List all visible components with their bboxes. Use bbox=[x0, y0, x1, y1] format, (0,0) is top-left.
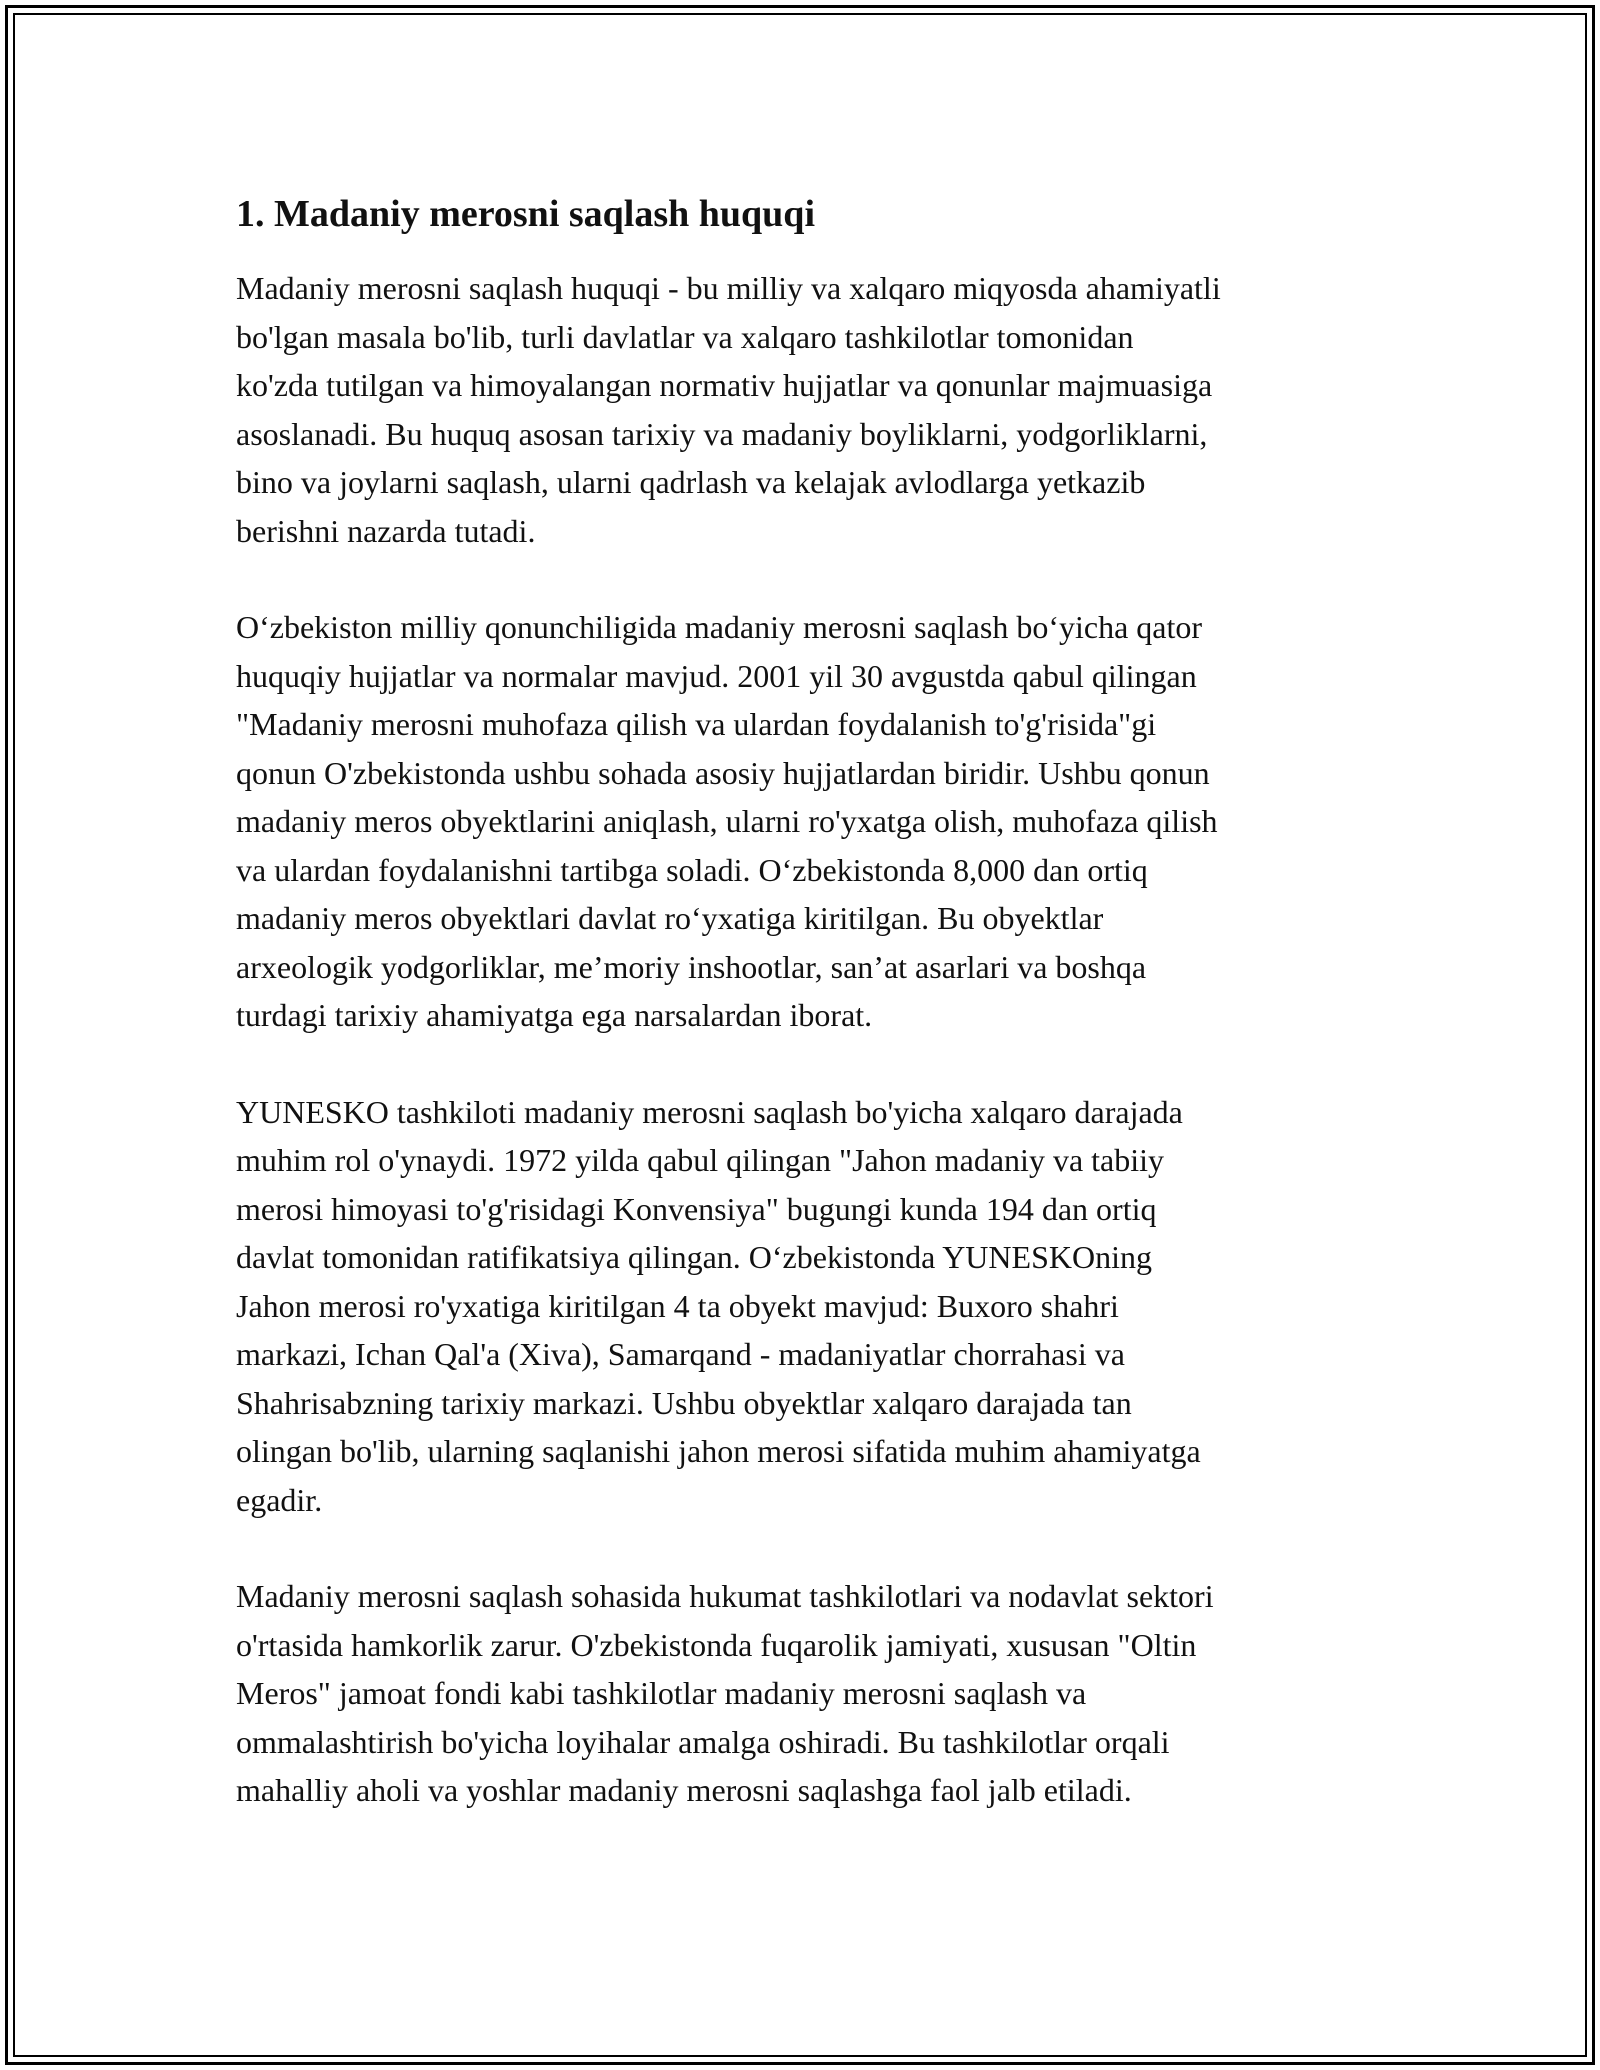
section-heading: 1. Madaniy merosni saqlash huquqi bbox=[236, 193, 815, 235]
paragraph-cooperation: Madaniy merosni saqlash sohasida hukumat tashkilotlari va nodavlat sektori o'rtasida hamkorlik zarur. O'zbekistonda fuqarolik jamiyati, xususan "Oltin Meros" jamoat fondi kabi tashkilotlar madaniy merosni saqlash va ommalashtirish bo'yicha loyihalar amalga oshiradi. Bu tashkilotlar orqali mahalliy aholi va yoshlar madaniy merosni saqlashga faol jalb etiladi. bbox=[236, 1578, 1214, 1808]
document-body bbox=[236, 186, 1386, 1863]
paragraph-unesco: YUNESKO tashkiloti madaniy merosni saqlash bo'yicha xalqaro darajada muhim rol o'ynaydi. 1972 yilda qabul qilingan "Jahon madaniy va tabiiy merosi himoyasi to'g'risidagi Konvensiya" bugungi kunda 194 dan ortiq davlat tomonidan ratifikatsiya qilingan. O‘zbekistonda YUNESKOning Jahon merosi ro'yxatiga kiritilgan 4 ta obyekt mavjud: Buxoro shahri markazi, Ichan Qal'a (Xiva), Samarqand - madaniyatlar chorrahasi va Shahrisabzning tarixiy markazi. Ushbu obyektlar xalqaro darajada tan olingan bo'lib, ularning saqlanishi jahon merosi sifatida muhim ahamiyatga egadir. bbox=[236, 1093, 1201, 1518]
paragraph-national-law: O‘zbekiston milliy qonunchiligida madaniy merosni saqlash bo‘yicha qator huquqiy hujjatlar va normalar mavjud. 2001 yil 30 avgustda qabul qilingan "Madaniy merosni muhofaza qilish va ulardan foydalanish to'g'risida"gi qonun O'zbekistonda ushbu sohada asosiy hujjatlardan biridir. Ushbu qonun madaniy meros obyektlarini aniqlash, ularni ro'yxatga olish, muhofaza qilish va ulardan foydalanishni tartibga soladi. O‘zbekistonda 8,000 dan ortiq madaniy meros obyektlari davlat ro‘yxatiga kiritilgan. Bu obyektlar arxeologik yodgorliklar, me’moriy inshootlar, san’at asarlari va boshqa turdagi tarixiy ahamiyatga ega narsalardan iborat. bbox=[236, 609, 1218, 1033]
paragraph-intro: Madaniy merosni saqlash huquqi - bu milliy va xalqaro miqyosda ahamiyatli bo'lgan masala bo'lib, turli davlatlar va xalqaro tashkilotlar tomonidan ko'zda tutilgan va himoyalangan normativ hujjatlar va qonunlar majmuasiga asoslanadi. Bu huquq asosan tarixiy va madaniy boyliklarni, yodgorliklarni, bino va joylarni saqlash, ularni qadrlash va kelajak avlodlarga yetkazib berishni nazarda tutadi. bbox=[236, 270, 1221, 549]
